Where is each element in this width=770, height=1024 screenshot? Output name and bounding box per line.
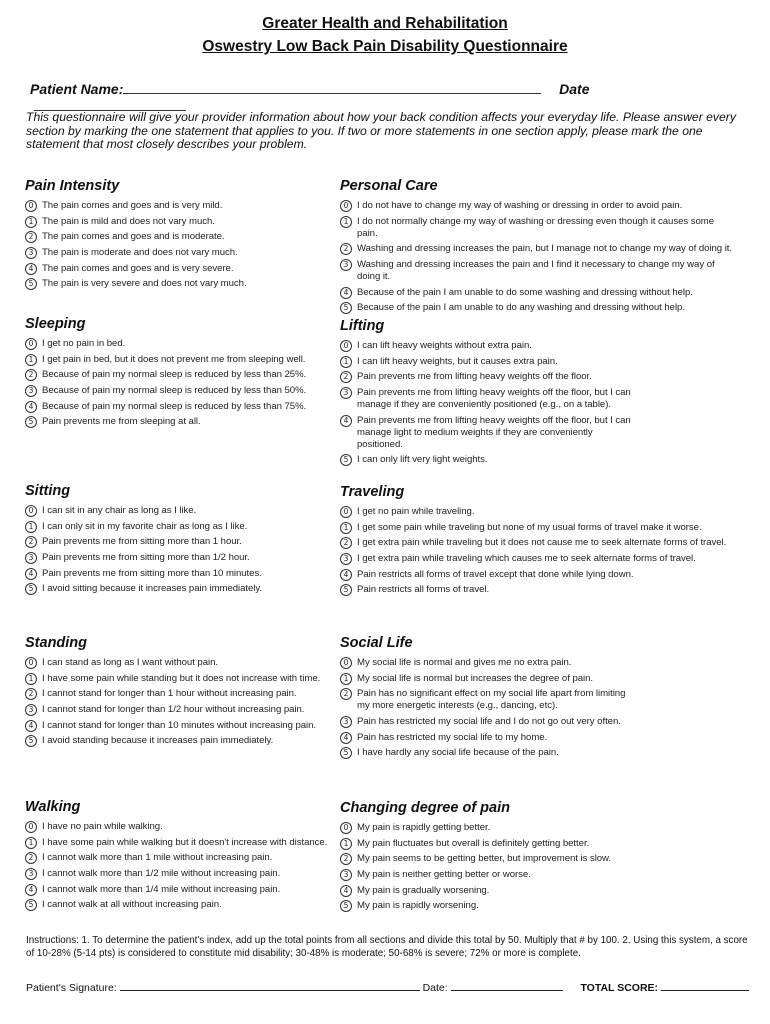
form-title: Oswestry Low Back Pain Disability Questionnaire	[202, 38, 568, 55]
option-text: My pain is rapidly worsening.	[357, 900, 479, 912]
option-text: I get some pain while traveling but none of my usual forms of travel make it worse.	[357, 521, 702, 533]
option-text: I avoid standing because it increases pain immediately.	[42, 735, 274, 747]
option-text: I get no pain while traveling.	[357, 506, 475, 517]
option-item[interactable]	[340, 673, 640, 685]
option-text: Pain prevents me from lifting heavy weights off the floor, but I can manage light to medium weights if they are conveniently positioned.	[357, 414, 631, 450]
option-circle-icon[interactable]: 3	[25, 552, 37, 564]
option-text: My social life is normal and gives me no extra pain.	[357, 657, 572, 668]
section-changing-degree	[340, 800, 735, 916]
option-text: Pain prevents me from sitting more than 1/2 hour.	[42, 552, 250, 564]
option-item[interactable]	[340, 356, 640, 368]
org-title: Greater Health and Rehabilitation	[262, 15, 508, 32]
option-circle-icon[interactable]: 4	[340, 415, 352, 427]
option-item[interactable]	[340, 506, 735, 518]
option-circle-icon[interactable]: 3	[340, 716, 352, 728]
option-circle-icon[interactable]: 3	[340, 387, 352, 399]
option-item[interactable]	[340, 200, 735, 212]
signature-date-field[interactable]	[451, 979, 563, 991]
option-text: Because of pain my normal sleep is reduced by less than 25%.	[42, 369, 307, 381]
option-text: Pain restricts all forms of travel except that done while lying down.	[357, 568, 634, 580]
option-text: I cannot stand for longer than 10 minutes without increasing pain.	[42, 719, 317, 731]
option-text: Pain has restricted my social life and I do not go out very often.	[357, 716, 621, 728]
section-social-life	[340, 635, 640, 763]
option-item[interactable]	[340, 387, 640, 411]
option-text: Because of the pain I am unable to do some washing and dressing without help.	[357, 286, 693, 298]
option-circle-icon[interactable]: 0	[340, 340, 352, 352]
option-circle-icon[interactable]: 5	[340, 900, 352, 912]
option-text: I get extra pain while traveling but it does not cause me to seek alternate forms of travel.	[357, 537, 727, 549]
option-text: My pain is neither getting better or worse.	[357, 869, 531, 881]
option-text: Washing and dressing increases the pain, but I manage not to change my way of doing it.	[357, 243, 733, 255]
option-text: The pain comes and goes and is very severe.	[42, 262, 234, 274]
section-title: Changing degree of pain	[340, 800, 510, 816]
option-item[interactable]	[340, 415, 640, 451]
option-text: The pain comes and goes and is moderate.	[42, 231, 225, 243]
option-circle-icon[interactable]: 5	[25, 416, 37, 428]
option-circle-icon[interactable]: 4	[340, 569, 352, 581]
option-text: I have some pain while walking but it doesn't increase with distance.	[42, 836, 328, 848]
option-circle-icon[interactable]: 4	[25, 884, 37, 896]
signature-row	[26, 979, 748, 994]
option-item[interactable]	[340, 716, 640, 728]
option-circle-icon[interactable]: 5	[25, 735, 37, 747]
patient-name-field[interactable]	[123, 80, 541, 94]
option-item[interactable]	[340, 885, 735, 897]
option-circle-icon[interactable]: 4	[25, 720, 37, 732]
option-circle-icon[interactable]: 0	[340, 200, 352, 212]
section-title: Pain Intensity	[25, 178, 120, 194]
option-item[interactable]	[340, 259, 735, 283]
option-circle-icon[interactable]: 1	[25, 521, 37, 533]
option-text: Because of pain my normal sleep is reduced by less than 75%.	[42, 400, 307, 412]
section-title: Sitting	[25, 483, 71, 499]
option-item[interactable]	[340, 569, 735, 581]
option-item[interactable]	[340, 454, 640, 466]
option-circle-icon[interactable]: 0	[25, 657, 37, 669]
option-text: I do not have to change my way of washing or dressing in order to avoid pain.	[357, 200, 683, 211]
option-text: Pain prevents me from sitting more than 1 hour.	[42, 536, 242, 548]
option-circle-icon[interactable]: 4	[340, 287, 352, 299]
option-text: I have hardly any social life because of the pain.	[357, 747, 559, 759]
option-text: The pain is very severe and does not vary much.	[42, 278, 247, 290]
option-circle-icon[interactable]: 2	[340, 853, 352, 865]
option-circle-icon[interactable]: 5	[340, 584, 352, 596]
option-text: My pain is rapidly getting better.	[357, 822, 491, 833]
option-circle-icon[interactable]: 2	[25, 688, 37, 700]
option-item[interactable]	[340, 732, 640, 744]
option-item[interactable]	[340, 553, 735, 565]
option-circle-icon[interactable]: 3	[25, 704, 37, 716]
option-text: I can stand as long as I want without pain.	[42, 657, 218, 668]
option-text: Pain has no significant effect on my social life apart from limiting my more energetic interests (e.g., dancing, etc).	[357, 688, 626, 712]
option-circle-icon[interactable]: 3	[25, 247, 37, 259]
option-circle-icon[interactable]: 4	[340, 885, 352, 897]
option-text: I have no pain while walking.	[42, 821, 163, 832]
option-text: Washing and dressing increases the pain and I find it necessary to change my way of doing it.	[357, 259, 715, 283]
option-circle-icon[interactable]: 4	[25, 568, 37, 580]
section-title: Standing	[25, 635, 88, 651]
option-item[interactable]	[340, 243, 735, 255]
option-circle-icon[interactable]: 0	[25, 338, 37, 350]
option-circle-icon[interactable]: 2	[340, 243, 352, 255]
option-circle-icon[interactable]: 3	[340, 553, 352, 565]
option-circle-icon[interactable]: 3	[340, 259, 352, 271]
option-circle-icon[interactable]: 1	[340, 522, 352, 534]
option-item[interactable]	[340, 340, 640, 352]
patient-name-label: Patient Name:	[30, 81, 124, 97]
option-circle-icon[interactable]: 1	[340, 673, 352, 685]
option-circle-icon[interactable]: 3	[25, 868, 37, 880]
option-text: Because of the pain I am unable to do any washing and dressing without help.	[357, 302, 685, 314]
option-text: I get no pain in bed.	[42, 338, 126, 349]
option-circle-icon[interactable]: 4	[25, 263, 37, 275]
option-circle-icon[interactable]: 4	[340, 732, 352, 744]
option-item[interactable]	[340, 822, 735, 834]
option-item[interactable]	[340, 216, 735, 240]
option-circle-icon[interactable]: 3	[25, 385, 37, 397]
option-circle-icon[interactable]: 2	[25, 231, 37, 243]
option-text: The pain is moderate and does not vary much.	[42, 247, 238, 259]
option-circle-icon[interactable]: 5	[25, 583, 37, 595]
option-item[interactable]	[340, 688, 640, 712]
option-text: I get extra pain while traveling which causes me to seek alternate forms of travel.	[357, 553, 696, 565]
option-item[interactable]	[340, 869, 735, 881]
option-circle-icon[interactable]: 2	[340, 371, 352, 383]
option-text: Pain prevents me from lifting heavy weights off the floor, but I can manage if they are conveniently positioned (e.g., on a table).	[357, 387, 631, 411]
option-circle-icon[interactable]: 5	[340, 302, 352, 314]
option-circle-icon[interactable]: 0	[25, 821, 37, 833]
option-circle-icon[interactable]: 5	[25, 899, 37, 911]
option-circle-icon[interactable]: 4	[25, 401, 37, 413]
section-lifting	[340, 318, 640, 470]
option-circle-icon[interactable]: 1	[340, 216, 352, 228]
option-circle-icon[interactable]: 2	[340, 688, 352, 700]
option-item[interactable]	[340, 838, 735, 850]
option-text: I do not normally change my way of washing or dressing even though it causes some pain.	[357, 215, 714, 239]
option-circle-icon[interactable]: 1	[340, 356, 352, 368]
option-text: Pain restricts all forms of travel.	[357, 584, 490, 596]
option-circle-icon[interactable]: 0	[25, 200, 37, 212]
option-text: The pain comes and goes and is very mild.	[42, 200, 223, 211]
section-traveling	[340, 484, 735, 600]
option-item[interactable]	[340, 537, 735, 549]
option-circle-icon[interactable]: 5	[340, 454, 352, 466]
option-text: I cannot walk more than 1/2 mile without increasing pain.	[42, 868, 281, 880]
total-score-label: TOTAL SCORE:	[580, 982, 659, 994]
option-text: I cannot walk more than 1/4 mile without increasing pain.	[42, 883, 281, 895]
option-text: I get pain in bed, but it does not prevent me from sleeping well.	[42, 353, 306, 365]
option-text: I can lift heavy weights without extra pain.	[357, 340, 532, 351]
option-text: I cannot walk more than 1 mile without increasing pain.	[42, 852, 273, 864]
option-text: Pain prevents me from sleeping at all.	[42, 416, 201, 428]
option-text: I avoid sitting because it increases pain immediately.	[42, 583, 263, 595]
intro-text: This questionnaire will give your provider information about how your back condition affects your everyday life. Please answer every section by marking the one statement that applies to you. If two or more statements in one section apply, please mark the one statement that most closely describes your problem.	[26, 110, 736, 152]
date-field[interactable]	[34, 97, 186, 111]
signature-date-label: Date:	[422, 982, 448, 994]
option-text: I can only sit in my favorite chair as long as I like.	[42, 520, 248, 532]
option-circle-icon[interactable]: 0	[340, 506, 352, 518]
option-circle-icon[interactable]: 1	[25, 837, 37, 849]
section-title: Social Life	[340, 635, 413, 651]
option-circle-icon[interactable]: 1	[25, 216, 37, 228]
scoring-instructions: Instructions: 1. To determine the patient's index, add up the total points from all sections and divide this total by 50. Multiply that # by 100. 2. Using this system, a score of 10-28% (5-14 pts) is considered to constitute mid disability; 30-48% is moderate; 50-68% is severe; 72% or more is complete.	[26, 935, 748, 960]
patient-row	[30, 80, 748, 114]
option-text: I can only lift very light weights.	[357, 454, 488, 466]
section-title: Personal Care	[340, 178, 438, 194]
option-item[interactable]	[340, 522, 735, 534]
option-circle-icon[interactable]: 2	[340, 537, 352, 549]
option-item[interactable]	[340, 747, 640, 759]
option-item[interactable]	[340, 584, 735, 596]
option-text: I can sit in any chair as long as I like.	[42, 505, 197, 516]
option-text: I have some pain while standing but it does not increase with time.	[42, 672, 321, 684]
option-text: I cannot stand for longer than 1/2 hour without increasing pain.	[42, 704, 305, 716]
option-text: I cannot stand for longer than 1 hour without increasing pain.	[42, 688, 297, 700]
option-text: My pain seems to be getting better, but improvement is slow.	[357, 853, 612, 865]
option-text: The pain is mild and does not vary much.	[42, 215, 215, 227]
signature-label: Patient's Signature:	[26, 982, 117, 994]
option-text: Because of pain my normal sleep is reduced by less than 50%.	[42, 385, 307, 397]
option-text: My pain is gradually worsening.	[357, 884, 490, 896]
option-circle-icon[interactable]: 0	[340, 657, 352, 669]
option-text: Pain prevents me from sitting more than 10 minutes.	[42, 567, 262, 579]
date-label: Date	[559, 81, 590, 97]
option-circle-icon[interactable]: 1	[25, 354, 37, 366]
option-text: My social life is normal but increases the degree of pain.	[357, 672, 593, 684]
option-text: My pain fluctuates but overall is definitely getting better.	[357, 837, 590, 849]
option-circle-icon[interactable]: 1	[25, 673, 37, 685]
section-title: Sleeping	[25, 316, 86, 332]
option-text: Pain prevents me from lifting heavy weights off the floor.	[357, 371, 592, 383]
option-circle-icon[interactable]: 2	[25, 369, 37, 381]
option-circle-icon[interactable]: 2	[25, 536, 37, 548]
section-title: Lifting	[340, 318, 385, 334]
total-score-field[interactable]	[661, 979, 749, 991]
option-item[interactable]	[340, 657, 640, 669]
option-item[interactable]	[340, 287, 735, 299]
option-item[interactable]	[340, 302, 735, 314]
option-text: I cannot walk at all without increasing pain.	[42, 899, 222, 911]
section-title: Traveling	[340, 484, 405, 500]
option-item[interactable]	[340, 371, 640, 383]
option-circle-icon[interactable]: 1	[340, 838, 352, 850]
option-circle-icon[interactable]: 3	[340, 869, 352, 881]
option-circle-icon[interactable]: 2	[25, 852, 37, 864]
option-text: Pain has restricted my social life to my home.	[357, 731, 548, 743]
option-circle-icon[interactable]: 0	[340, 822, 352, 834]
option-circle-icon[interactable]: 0	[25, 505, 37, 517]
option-circle-icon[interactable]: 5	[25, 278, 37, 290]
section-title: Walking	[25, 799, 81, 815]
option-item[interactable]	[340, 900, 735, 912]
section-personal-care	[340, 178, 735, 318]
signature-field[interactable]	[120, 979, 420, 991]
option-item[interactable]	[340, 853, 735, 865]
option-text: I can lift heavy weights, but it causes extra pain.	[357, 355, 558, 367]
option-circle-icon[interactable]: 5	[340, 747, 352, 759]
